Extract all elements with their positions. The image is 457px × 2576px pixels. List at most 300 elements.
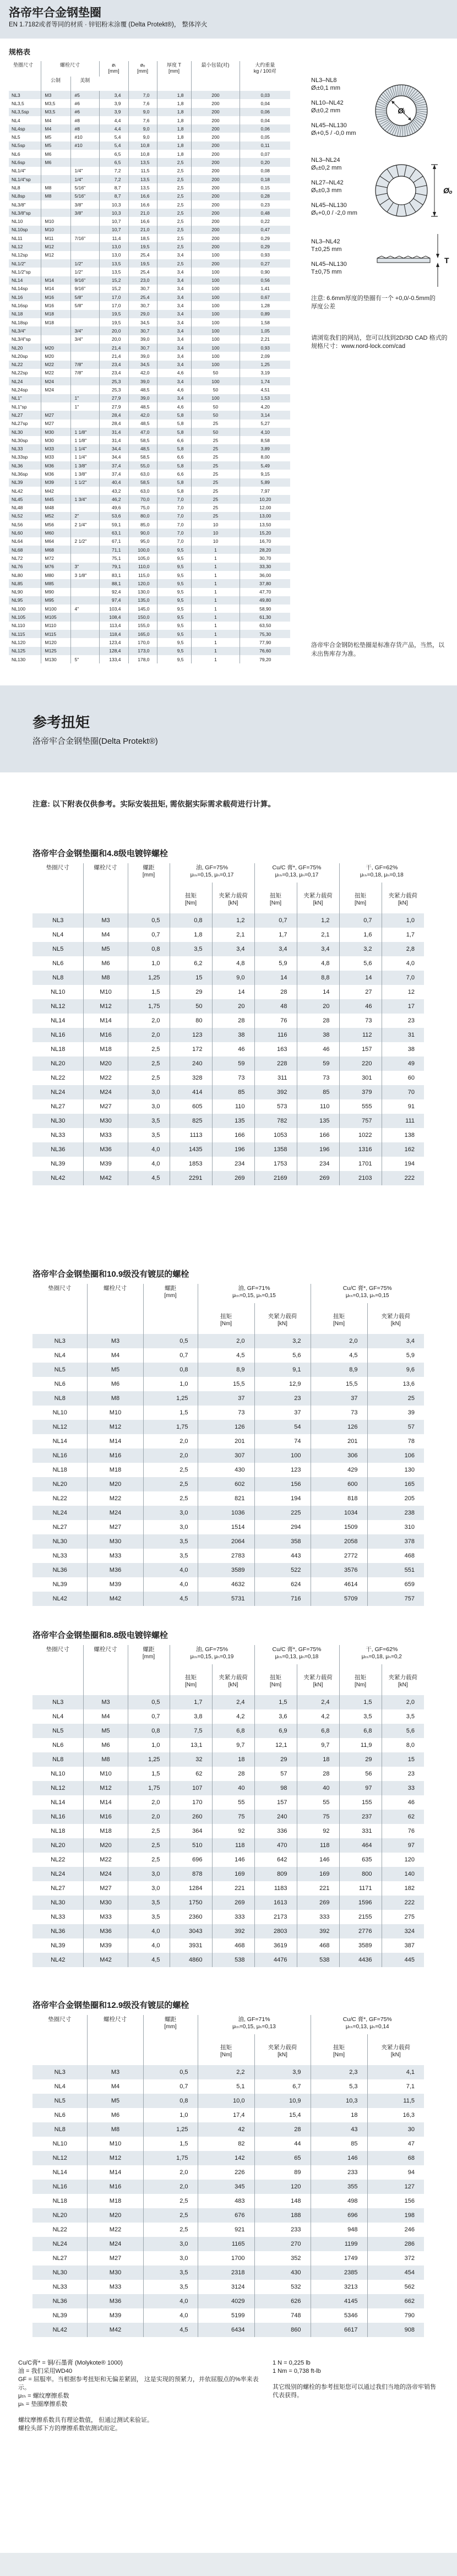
table-cell: 2,5 [157, 175, 191, 183]
table-cell: M4 [87, 2079, 143, 2094]
table-row [9, 91, 290, 99]
cad-note[interactable]: 请浏览我们的网站，您可以找到2D/3D CAD 格式的规格尺寸：www.nord-lock.com/cad [311, 335, 448, 350]
table-cell: 1,0 [128, 956, 170, 971]
table-cell: NL22sp [9, 369, 41, 377]
table-cell: NL36 [32, 2294, 87, 2308]
table-cell: 3,5 [143, 1549, 198, 1563]
table-cell: 5,3 [311, 2079, 367, 2094]
table-cell: 5,4 [99, 141, 128, 150]
table-cell: 15 [170, 971, 212, 985]
table-cell: 1 1/8" [70, 428, 99, 436]
table-cell: 1183 [254, 1881, 297, 1896]
table-row [32, 1463, 424, 1477]
table-cell: 18 [212, 1752, 254, 1767]
table-cell: 80,0 [128, 512, 157, 520]
table-cell: 123 [254, 1463, 311, 1477]
torque-section-banner [0, 685, 457, 772]
table-cell: M16 [83, 1028, 128, 1042]
table-cell: 429 [311, 1463, 367, 1477]
table-cell: 33,30 [259, 564, 271, 570]
col-washer-size: 垫圈尺寸 [32, 1645, 83, 1695]
table-cell: 156 [254, 1477, 311, 1491]
table-cell: NL6 [32, 2108, 87, 2122]
table-cell: 3,4 [297, 942, 339, 956]
table-cell: 6,7 [254, 2079, 311, 2094]
table-row [9, 167, 290, 175]
table-cell: 1,7 [170, 1695, 212, 1709]
table-cell: 3589 [339, 1938, 382, 1953]
table-cell: 9,5 [157, 638, 191, 646]
table-cell: NL12 [32, 2151, 87, 2165]
table-cell: 75,1 [99, 554, 128, 562]
table-cell: 200 [191, 158, 240, 166]
footnotes-right [273, 2359, 438, 2433]
table-cell: NL52 [9, 512, 41, 520]
table-cell: 13,5 [99, 259, 128, 268]
table-cell: NL22 [32, 2223, 87, 2237]
table-cell: 3,4 [157, 301, 191, 309]
table-cell: M24 [87, 2237, 143, 2251]
table-cell: 1 1/8" [70, 436, 99, 444]
table-cell: 2,0 [198, 1334, 254, 1348]
table-row [9, 579, 290, 587]
table-cell: 2103 [339, 1171, 382, 1185]
table-cell: NL6 [32, 956, 83, 971]
table-cell: NL39 [32, 2308, 87, 2323]
table-cell: M27 [87, 1520, 143, 1534]
tolerance-item: NL3–NL42 T±0,25 mm [311, 238, 342, 253]
table-cell: 138 [404, 1132, 415, 1139]
table-cell: 0,06 [260, 109, 270, 115]
table-cell: 1,0 [406, 917, 415, 924]
table-row [32, 1938, 424, 1953]
table-cell: 1,41 [260, 286, 270, 292]
table-cell: NL16sp [9, 301, 41, 309]
table-cell: M6 [87, 1377, 143, 1391]
table-cell: M33 [87, 2280, 143, 2294]
table-cell [70, 504, 99, 512]
table-cell: 10,7 [99, 226, 128, 234]
table-cell: NL8 [9, 183, 41, 192]
table-cell: 2 1/4" [70, 520, 99, 529]
table-cell: NL22 [9, 361, 41, 369]
table-cell: 10 [191, 520, 240, 529]
table-cell: 39,0 [128, 352, 157, 360]
table-cell: 7,1 [406, 2083, 415, 2090]
table-cell: NL39 [32, 1577, 87, 1592]
table-cell: 1,75 [128, 999, 170, 1014]
table-cell: NL20sp [9, 352, 41, 360]
table-cell: 3,4 [157, 394, 191, 402]
table-cell: NL27 [32, 1520, 87, 1534]
tolerance-item: NL45–NL130 T±0,75 mm [311, 261, 347, 275]
table-cell: M10 [83, 1767, 128, 1781]
footnote-line: 油 = 我们采用WD40 [18, 2368, 73, 2375]
table-row [32, 2165, 424, 2180]
table-cell: NL10sp [9, 226, 41, 234]
table-cell: 146 [311, 2151, 367, 2165]
table-cell: M6 [83, 956, 128, 971]
table-cell: 4029 [198, 2294, 254, 2308]
table-cell: 11,5 [403, 2098, 415, 2105]
table-cell: 324 [404, 1928, 415, 1935]
table-cell: M24 [41, 385, 70, 394]
table-cell: 9,1 [254, 1363, 311, 1377]
col-min-pack: 最小包装(对) [191, 61, 240, 91]
table-cell: 1596 [339, 1896, 382, 1910]
table-row [9, 487, 290, 495]
col-bolt-size: 螺栓尺寸 [87, 1284, 143, 1334]
table-cell: 0,11 [260, 143, 270, 149]
table-cell: 2,0 [128, 1795, 170, 1810]
table-cell: 63,1 [99, 529, 128, 537]
table-cell: 205 [404, 1495, 415, 1502]
table-cell: 46 [297, 1042, 339, 1056]
table-row [32, 1810, 424, 1824]
torque-table-body [32, 1695, 424, 1967]
table-cell: 1,5 [143, 1406, 198, 1420]
table-cell: 39 [407, 1409, 415, 1417]
table-cell: 5199 [198, 2308, 254, 2323]
table-cell: M18 [83, 1824, 128, 1838]
table-cell: 46 [407, 1799, 415, 1806]
table-cell: 2,0 [143, 1434, 198, 1448]
table-cell: M33 [83, 1128, 128, 1142]
table-row [32, 2265, 424, 2280]
table-cell: 6,9 [254, 1724, 297, 1738]
table-cell: 3,89 [260, 446, 270, 452]
table-row [32, 1738, 424, 1752]
table-cell: 73 [297, 1071, 339, 1085]
table-cell: NL36 [32, 1563, 87, 1577]
table-cell [70, 158, 99, 166]
table-cell: 21,0 [128, 226, 157, 234]
table-cell: 92 [297, 1824, 339, 1838]
table-cell: M16 [41, 293, 70, 301]
table-cell: 43,2 [99, 487, 128, 495]
table-cell: 1,0 [143, 2108, 198, 2122]
table-cell: 23 [407, 1017, 415, 1025]
table-cell: 32 [170, 1752, 212, 1767]
table-cell: 61,30 [259, 614, 271, 620]
table-row [32, 928, 424, 942]
table-cell: 110,0 [128, 563, 157, 571]
table-cell: 166 [212, 1128, 254, 1142]
table-row [9, 234, 290, 242]
table-cell: NL120 [9, 638, 41, 646]
torque-table-4-8 [32, 863, 424, 1185]
table-cell: 28,4 [99, 411, 128, 419]
table-cell: 1 [191, 613, 240, 621]
table-row [32, 1434, 424, 1448]
table-cell: M33 [87, 1549, 143, 1563]
table-cell: 23,4 [99, 361, 128, 369]
table-cell: 3,4 [157, 318, 191, 326]
table-cell: 25 [191, 512, 240, 520]
table-cell: 7,2 [99, 167, 128, 175]
group-dry: 干, GF=62% μₜₕ=0,18, μₕ=0,18 [360, 864, 404, 879]
table-cell: 1,25 [128, 971, 170, 985]
table-cell: 3,0 [143, 1520, 198, 1534]
table-cell: 107 [170, 1781, 212, 1795]
table-cell: 3,0 [143, 2251, 198, 2265]
table-cell [70, 622, 99, 630]
table-cell: 921 [198, 2223, 254, 2237]
table-cell: 19,5 [99, 310, 128, 318]
table-cell: 3/4" [70, 335, 99, 344]
table-cell: M27 [41, 420, 70, 428]
table-cell: 75,30 [259, 631, 271, 637]
table-cell: 387 [404, 1942, 415, 1949]
table-cell: 80 [170, 1014, 212, 1028]
table-row [9, 571, 290, 579]
table-row [32, 2180, 424, 2194]
table-cell: 97,4 [99, 596, 128, 604]
table-cell: 1 3/4" [70, 495, 99, 503]
table-cell: M72 [41, 554, 70, 562]
table-cell: NL90 [9, 588, 41, 596]
table-cell: M4 [83, 1709, 128, 1724]
table-cell: 3,4 [157, 268, 191, 276]
table-cell: 222 [404, 1899, 415, 1907]
col-washer-size: 垫圈尺寸 [32, 1284, 87, 1334]
table-cell: 2,5 [157, 226, 191, 234]
table-cell: NL8 [32, 1391, 87, 1406]
table-cell: M42 [41, 487, 70, 495]
table-cell: 7,2 [99, 175, 128, 183]
table-row [9, 546, 290, 554]
table-cell: NL3 [32, 2065, 87, 2079]
table-cell: 128,4 [99, 647, 128, 655]
table-cell: 140 [404, 1871, 415, 1878]
table-cell: 5,49 [260, 462, 270, 469]
table-row [9, 554, 290, 562]
table-cell: 1,05 [260, 328, 270, 334]
table-cell: 13,1 [170, 1738, 212, 1752]
table-cell: 4860 [170, 1953, 212, 1967]
table-cell: 28 [212, 1767, 254, 1781]
table-row [32, 2223, 424, 2237]
table-cell: 659 [404, 1581, 415, 1588]
table-cell: 62 [407, 1813, 415, 1821]
table-cell: 8,9 [198, 1363, 254, 1377]
table-cell: M115 [41, 630, 70, 638]
table-cell: 4,8 [212, 956, 254, 971]
table-cell [41, 335, 70, 344]
table-cell: 63,0 [128, 487, 157, 495]
table-cell: NL12 [32, 1781, 83, 1795]
table-cell [70, 613, 99, 621]
table-cell: 3,14 [260, 412, 270, 418]
table-cell: 166 [297, 1128, 339, 1142]
table-cell: M4 [87, 1348, 143, 1363]
table-cell: M14 [83, 1014, 128, 1028]
table-cell: 1,7 [406, 932, 415, 939]
table-cell [70, 588, 99, 596]
col-clamp-load: 夹紧力载荷 [kN] [254, 1303, 311, 1334]
table-cell: 9,5 [157, 571, 191, 579]
table-cell: 3,4 [157, 335, 191, 344]
table-cell: 10,0 [198, 2094, 254, 2108]
table-cell: 15,20 [259, 530, 271, 536]
table-cell: 58,90 [259, 606, 271, 612]
table-cell: 3,4 [157, 352, 191, 360]
table-cell: #10 [70, 133, 99, 141]
table-cell: 25 [191, 461, 240, 470]
table-cell: 1,8 [157, 150, 191, 158]
table-cell: 3,4 [157, 285, 191, 293]
table-cell: 307 [198, 1448, 254, 1463]
table-cell: 7,0 [157, 504, 191, 512]
svg-text:T: T [444, 256, 449, 265]
table-cell: NL14 [32, 1795, 83, 1810]
table-row [9, 108, 290, 116]
table-row [9, 563, 290, 571]
table-cell: 9,6 [406, 1366, 415, 1374]
table-cell: 43 [311, 2122, 367, 2137]
table-cell: 196 [212, 1142, 254, 1157]
table-row [9, 200, 290, 209]
table-cell: 2,0 [143, 1448, 198, 1463]
table-cell: M18 [87, 2194, 143, 2208]
table-cell: 378 [404, 1538, 415, 1545]
table-cell: 4,0 [128, 1924, 170, 1938]
table-row [32, 1506, 424, 1520]
table-cell: 3,19 [260, 370, 270, 376]
table-cell: M12 [83, 999, 128, 1014]
col-clamp-load: 夹紧力载荷 [kN] [388, 1674, 418, 1689]
table-cell: 364 [170, 1824, 212, 1838]
table-cell: 2,5 [128, 1824, 170, 1838]
table-cell: 2,5 [143, 2223, 198, 2237]
table-cell: 275 [404, 1914, 415, 1921]
table-cell: 1 3/8" [70, 461, 99, 470]
table-cell: 201 [198, 1434, 254, 1448]
col-washer-size: 垫圈尺寸 [9, 61, 41, 91]
table-cell: NL24 [32, 2237, 87, 2251]
table-cell: 118 [212, 1838, 254, 1853]
table-cell: NL1/4"sp [9, 175, 41, 183]
svg-text:Øᵢ: Øᵢ [398, 106, 405, 115]
table-cell: 2776 [339, 1924, 382, 1938]
table-cell: 3,4 [406, 1338, 415, 1345]
table-cell: 6,8 [297, 1724, 339, 1738]
table-cell: 269 [212, 1171, 254, 1185]
table-cell: 662 [404, 2298, 415, 2305]
table-cell: NL6 [9, 150, 41, 158]
footnote-line: μₜₕ = 螺纹摩擦系数 [18, 2393, 69, 2400]
table-cell [41, 175, 70, 183]
table-cell: M6 [41, 158, 70, 166]
table-cell: 600 [311, 1477, 367, 1491]
table-cell: 538 [297, 1953, 339, 1967]
table-cell: NL3 [32, 1695, 83, 1709]
table-cell: 2783 [198, 1549, 254, 1563]
table-cell: M16 [87, 2180, 143, 2194]
table-cell: 28 [254, 2122, 311, 2137]
table-cell: NL8 [32, 971, 83, 985]
table-cell: 1 [191, 647, 240, 655]
table-cell: 9,5 [157, 604, 191, 613]
table-cell: 9,5 [157, 588, 191, 596]
table-row [9, 326, 290, 335]
table-cell: 133,4 [99, 655, 128, 663]
table-cell: 127 [404, 2183, 415, 2191]
table-cell: 1,5 [128, 985, 170, 999]
table-cell: 4,0 [143, 1577, 198, 1592]
table-cell: 34,4 [99, 453, 128, 461]
table-cell: 70 [407, 1089, 415, 1096]
table-row [32, 2280, 424, 2294]
table-cell: 75 [212, 1810, 254, 1824]
table-cell: 73 [198, 1406, 254, 1420]
table-cell: 42,0 [128, 411, 157, 419]
table-cell: 0,08 [260, 168, 270, 174]
table-row [9, 402, 290, 411]
table-cell: 6,8 [212, 1724, 254, 1738]
table-cell: 3931 [170, 1938, 212, 1953]
table-cell: 4,4 [99, 124, 128, 133]
table-cell: 16,6 [128, 192, 157, 200]
table-row [32, 1085, 424, 1099]
table-cell: M4 [83, 928, 128, 942]
table-cell: NL39 [32, 1938, 83, 1953]
table-cell: 13,6 [402, 1381, 415, 1388]
table-cell: 200 [191, 217, 240, 225]
table-cell: 3,0 [128, 1881, 170, 1896]
table-cell: NL16 [32, 1810, 83, 1824]
table-row [32, 1056, 424, 1071]
table-row [32, 2094, 424, 2108]
col-clamp-load: 夹紧力载荷 [kN] [381, 2044, 411, 2058]
table-cell: NL24sp [9, 385, 41, 394]
washer-side-view-icon [373, 234, 455, 287]
table-row [32, 1724, 424, 1738]
table-cell: NL14 [32, 2165, 87, 2180]
table-cell: 19,5 [99, 318, 128, 326]
serrated-washer-top-view-icon [373, 82, 430, 139]
table-cell: M22 [87, 1491, 143, 1506]
table-cell: 1034 [311, 1506, 367, 1520]
table-cell: 10,3 [99, 200, 128, 209]
table-cell: 53,6 [99, 512, 128, 520]
table-cell: 50 [191, 428, 240, 436]
table-cell: 97 [407, 1842, 415, 1849]
table-cell: 11,5 [128, 167, 157, 175]
table-cell: M10 [41, 217, 70, 225]
table-cell: 3213 [311, 2280, 367, 2294]
table-cell: NL42 [32, 2323, 87, 2337]
table-row [32, 1363, 424, 1377]
table-cell: M8 [41, 192, 70, 200]
table-cell: M27 [87, 2251, 143, 2265]
table-cell: 4,6 [157, 402, 191, 411]
table-cell: 345 [198, 2180, 254, 2194]
table-cell: NL3/8" [9, 200, 41, 209]
table-cell: 37 [198, 1391, 254, 1406]
table-row [9, 344, 290, 352]
table-cell: 73 [311, 1406, 367, 1420]
table-cell: 10,8 [128, 141, 157, 150]
table-cell: M3 [83, 1695, 128, 1709]
table-cell: 2,0 [128, 1028, 170, 1042]
table-cell: 11,9 [339, 1738, 382, 1752]
table-cell: 5,4 [99, 133, 128, 141]
table-cell: 5,27 [260, 421, 270, 427]
table-cell: 23,0 [128, 276, 157, 285]
table-cell: 1509 [311, 1520, 367, 1534]
table-cell: 1,8 [157, 91, 191, 99]
